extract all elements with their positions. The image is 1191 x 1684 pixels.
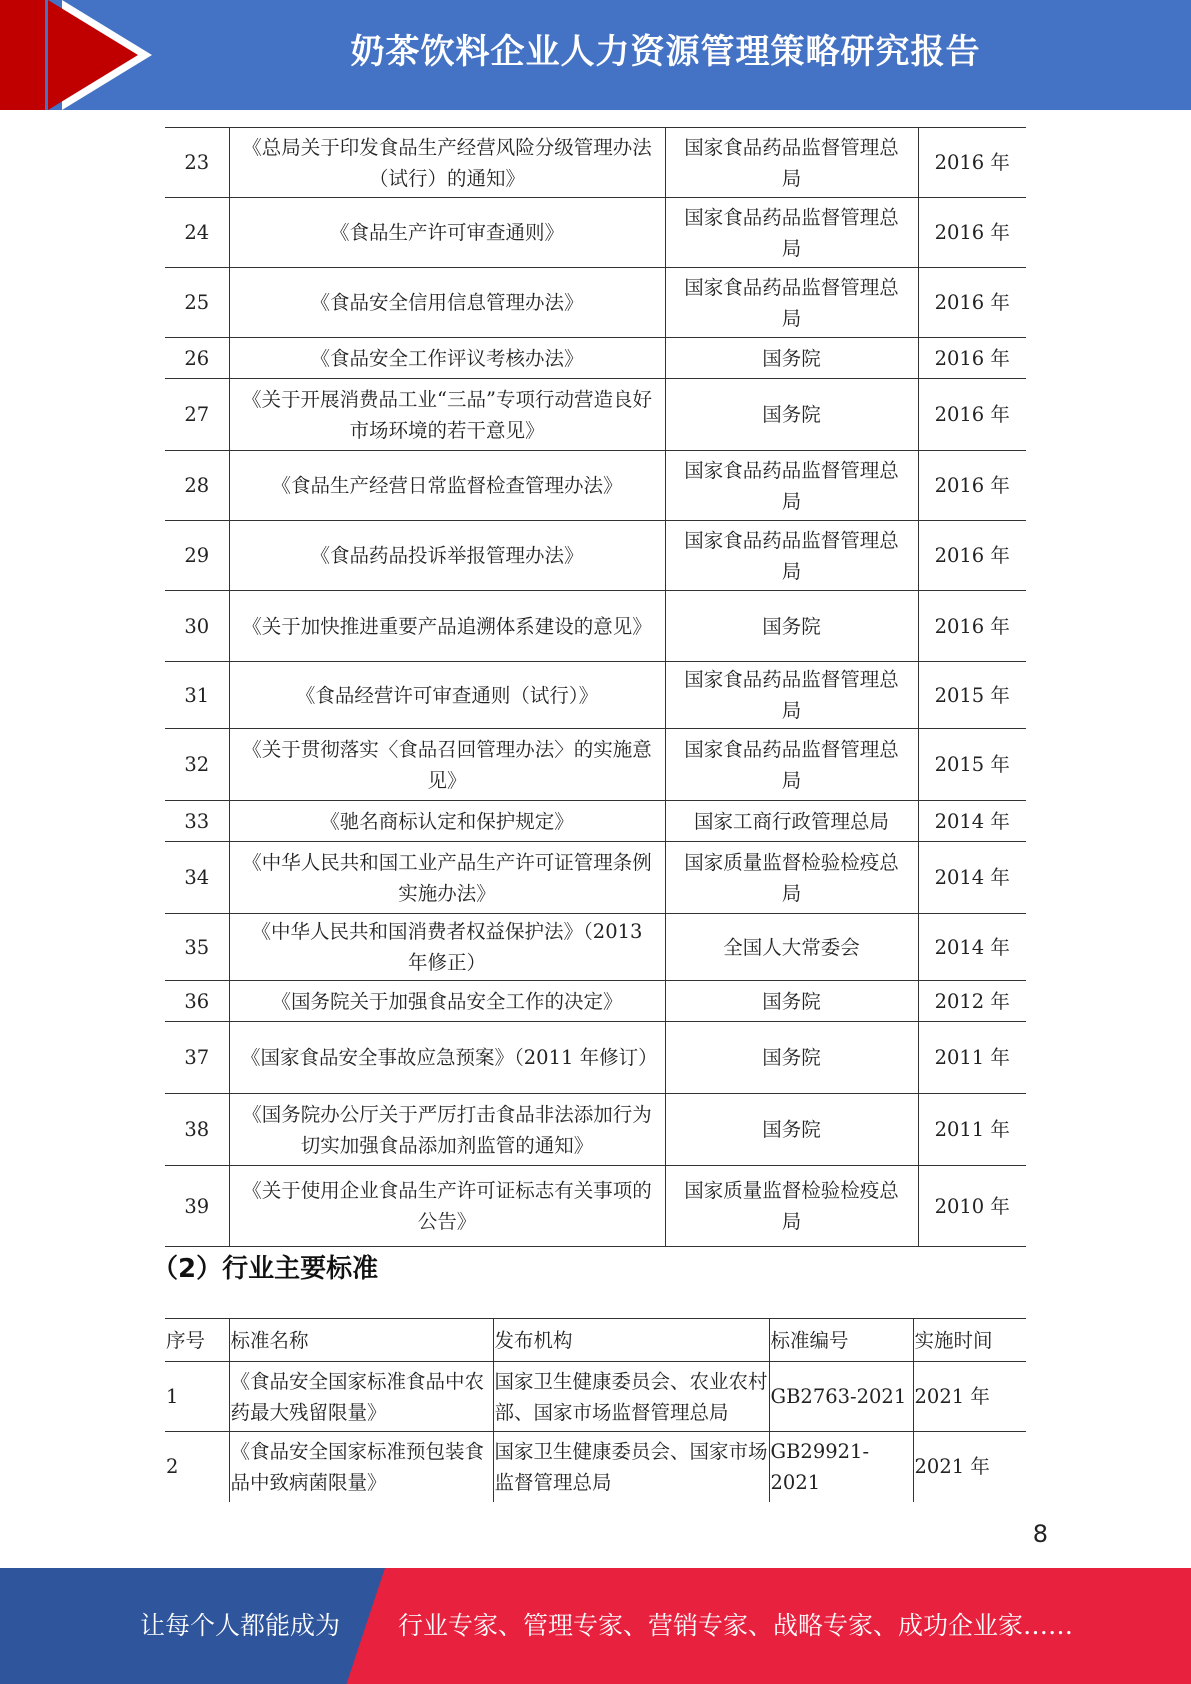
regulation-issuer: 国家食品药品监督管理总局 xyxy=(684,668,899,722)
regulation-issuer: 国家食品药品监督管理总局 xyxy=(684,275,899,330)
regulation-issuer-cell xyxy=(665,1022,918,1094)
regulation-no: 25 xyxy=(184,291,210,314)
regulation-no: 33 xyxy=(184,809,210,833)
regulations-table xyxy=(165,127,1026,1247)
regulation-issuer-cell xyxy=(665,662,918,729)
table-row xyxy=(165,1362,1026,1432)
std-name: 《食品安全国家标准预包装食品中致病菌限量》 xyxy=(229,1432,493,1502)
table-row xyxy=(165,379,1026,451)
regulation-name-cell xyxy=(229,128,665,198)
regulation-name: 《国务院办公厅关于严厉打击食品非法添加行为切实加强食品添加剂监管的通知》 xyxy=(242,1102,652,1157)
regulation-name-cell xyxy=(229,591,665,662)
std-code: GB29921-2021 xyxy=(769,1432,913,1502)
table-row xyxy=(165,338,1026,379)
regulation-year: 2011 年 xyxy=(934,1046,1010,1069)
regulation-no: 30 xyxy=(184,614,210,638)
regulation-name-cell xyxy=(229,981,665,1022)
regulation-name: 《关于加快推进重要产品追溯体系建设的意见》 xyxy=(242,614,652,638)
std-no: 2 xyxy=(165,1432,229,1502)
regulation-issuer: 国家食品药品监督管理总局 xyxy=(684,528,899,583)
table-row xyxy=(165,1022,1026,1094)
regulation-year: 2014 年 xyxy=(934,866,1010,889)
regulation-no: 38 xyxy=(184,1118,210,1141)
table-row xyxy=(165,662,1026,729)
regulation-name-cell xyxy=(229,521,665,591)
table-row xyxy=(165,268,1026,338)
regulation-name: 《国家食品安全事故应急预案》（2011 年修订） xyxy=(241,1046,658,1069)
std-no: 1 xyxy=(165,1362,229,1432)
regulation-name: 《国务院关于加强食品安全工作的决定》 xyxy=(271,989,623,1013)
regulation-name: 《关于贯彻落实〈食品召回管理办法〉的实施意见》 xyxy=(242,737,652,792)
table-row xyxy=(165,128,1026,198)
regulation-no-cell xyxy=(165,729,229,801)
regulation-no: 23 xyxy=(184,151,210,174)
regulation-name: 《驰名商标认定和保护规定》 xyxy=(320,809,574,833)
table-row xyxy=(165,451,1026,521)
regulation-no: 35 xyxy=(184,935,210,959)
regulation-issuer: 国家食品药品监督管理总局 xyxy=(684,135,899,190)
regulation-no-cell xyxy=(165,268,229,338)
col-header-no: 序号 xyxy=(165,1319,229,1362)
regulation-issuer-cell xyxy=(665,981,918,1022)
regulation-year: 2016 年 xyxy=(934,544,1010,567)
regulation-year-cell xyxy=(918,128,1026,198)
regulation-name: 《食品安全工作评议考核办法》 xyxy=(310,346,584,370)
regulation-year-cell xyxy=(918,801,1026,842)
regulation-year: 2016 年 xyxy=(934,614,1010,638)
table-row xyxy=(165,591,1026,662)
regulation-issuer-cell xyxy=(665,729,918,801)
table-row xyxy=(165,1094,1026,1166)
regulation-issuer-cell xyxy=(665,338,918,379)
col-header-name: 标准名称 xyxy=(229,1319,493,1362)
regulation-no-cell xyxy=(165,981,229,1022)
regulation-issuer: 国家食品药品监督管理总局 xyxy=(684,737,899,792)
table-row xyxy=(165,1166,1026,1247)
regulation-name: 《食品经营许可审查通则（试行）》 xyxy=(295,683,599,707)
regulation-no: 26 xyxy=(184,346,210,370)
regulation-issuer-cell xyxy=(665,451,918,521)
regulation-name-cell xyxy=(229,379,665,451)
std-code: GB2763-2021 xyxy=(769,1362,913,1432)
regulation-year-cell xyxy=(918,591,1026,662)
regulation-issuer-cell xyxy=(665,379,918,451)
regulation-year-cell xyxy=(918,379,1026,451)
std-date: 2021 年 xyxy=(913,1362,1026,1432)
regulation-no-cell xyxy=(165,379,229,451)
footer-slogan-left: 让每个人都能成为 xyxy=(140,1611,341,1640)
std-issuer: 国家卫生健康委员会、农业农村部、国家市场监督管理总局 xyxy=(493,1362,769,1432)
regulation-year: 2016 年 xyxy=(934,291,1010,314)
regulation-year-cell xyxy=(918,1094,1026,1166)
regulation-no-cell xyxy=(165,1166,229,1247)
regulation-no: 37 xyxy=(184,1046,210,1069)
page-number: 8 xyxy=(1032,1520,1048,1548)
regulation-name: 《中华人民共和国工业产品生产许可证管理条例实施办法》 xyxy=(242,850,652,905)
regulation-name-cell xyxy=(229,662,665,729)
regulation-issuer: 国务院 xyxy=(762,1118,821,1141)
regulation-no-cell xyxy=(165,801,229,842)
standards-header-row xyxy=(165,1319,1026,1362)
page-footer xyxy=(0,1568,1191,1684)
regulation-no-cell xyxy=(165,451,229,521)
regulation-name-cell xyxy=(229,914,665,981)
regulation-no-cell xyxy=(165,842,229,914)
regulation-year: 2011 年 xyxy=(934,1118,1010,1141)
table-row xyxy=(165,801,1026,842)
regulation-issuer-cell xyxy=(665,1094,918,1166)
regulation-year: 2014 年 xyxy=(934,935,1010,959)
page-header xyxy=(0,0,1191,110)
regulation-no-cell xyxy=(165,914,229,981)
regulation-year-cell xyxy=(918,729,1026,801)
regulation-year-cell xyxy=(918,1022,1026,1094)
regulation-no-cell xyxy=(165,1094,229,1166)
footer-slogan-right: 行业专家、管理专家、营销专家、战略专家、成功企业家…… xyxy=(398,1611,1074,1640)
regulation-name: 《中华人民共和国消费者权益保护法》（2013 年修正） xyxy=(251,920,643,974)
regulation-no-cell xyxy=(165,128,229,198)
std-name: 《食品安全国家标准食品中农药最大残留限量》 xyxy=(229,1362,493,1432)
regulation-name: 《关于使用企业食品生产许可证标志有关事项的公告》 xyxy=(242,1179,652,1233)
regulation-year: 2015 年 xyxy=(934,753,1010,776)
regulation-name-cell xyxy=(229,451,665,521)
regulation-year-cell xyxy=(918,914,1026,981)
regulation-issuer-cell xyxy=(665,128,918,198)
regulation-no-cell xyxy=(165,198,229,268)
regulation-issuer: 国务院 xyxy=(762,346,821,370)
regulation-issuer: 国家工商行政管理总局 xyxy=(693,809,889,833)
regulation-year-cell xyxy=(918,662,1026,729)
regulation-name: 《总局关于印发食品生产经营风险分级管理办法（试行）的通知》 xyxy=(242,135,652,190)
regulation-no: 36 xyxy=(184,989,210,1013)
regulation-issuer: 国务院 xyxy=(762,403,821,426)
regulation-name-cell xyxy=(229,729,665,801)
regulation-issuer: 国务院 xyxy=(762,989,821,1013)
std-issuer: 国家卫生健康委员会、国家市场监督管理总局 xyxy=(493,1432,769,1502)
regulation-name: 《食品生产经营日常监督检查管理办法》 xyxy=(271,474,623,497)
regulation-name-cell xyxy=(229,338,665,379)
regulation-no-cell xyxy=(165,591,229,662)
regulation-issuer: 国务院 xyxy=(762,1046,821,1069)
regulation-year: 2016 年 xyxy=(934,221,1010,244)
regulation-issuer: 国家质量监督检验检疫总局 xyxy=(684,850,899,905)
regulation-name-cell xyxy=(229,1166,665,1247)
regulation-year-cell xyxy=(918,1166,1026,1247)
regulation-issuer-cell xyxy=(665,591,918,662)
regulation-year-cell xyxy=(918,842,1026,914)
section-heading: （2）行业主要标准 xyxy=(152,1254,379,1284)
regulation-year-cell xyxy=(918,521,1026,591)
regulation-no: 34 xyxy=(184,866,210,889)
regulation-no: 39 xyxy=(184,1194,210,1218)
regulation-year: 2016 年 xyxy=(934,403,1010,426)
regulation-issuer: 国家食品药品监督管理总局 xyxy=(684,458,899,513)
regulation-name: 《关于开展消费品工业“三品”专项行动营造良好市场环境的若干意见》 xyxy=(242,387,652,442)
regulation-issuer-cell xyxy=(665,842,918,914)
std-date: 2021 年 xyxy=(913,1432,1026,1502)
regulation-no: 32 xyxy=(184,753,210,776)
table-row xyxy=(165,1432,1026,1502)
regulation-name-cell xyxy=(229,842,665,914)
table-row xyxy=(165,729,1026,801)
regulation-issuer: 国家质量监督检验检疫总局 xyxy=(684,1179,899,1233)
col-header-date: 实施时间 xyxy=(913,1319,1026,1362)
regulation-year-cell xyxy=(918,451,1026,521)
regulation-issuer: 国务院 xyxy=(762,614,821,638)
regulation-name-cell xyxy=(229,801,665,842)
regulation-no-cell xyxy=(165,521,229,591)
regulation-no-cell xyxy=(165,338,229,379)
regulation-year: 2014 年 xyxy=(934,809,1010,833)
regulation-year: 2016 年 xyxy=(934,151,1010,174)
regulation-no-cell xyxy=(165,662,229,729)
regulation-year: 2016 年 xyxy=(934,474,1010,497)
regulation-issuer-cell xyxy=(665,521,918,591)
col-header-code: 标准编号 xyxy=(769,1319,913,1362)
regulation-issuer-cell xyxy=(665,198,918,268)
regulation-no: 28 xyxy=(184,474,210,497)
regulation-year: 2012 年 xyxy=(934,989,1010,1013)
regulation-issuer-cell xyxy=(665,801,918,842)
table-row xyxy=(165,842,1026,914)
table-row xyxy=(165,521,1026,591)
regulation-no: 24 xyxy=(184,221,210,244)
standards-table xyxy=(165,1318,1026,1502)
regulation-issuer-cell xyxy=(665,268,918,338)
col-header-issuer: 发布机构 xyxy=(493,1319,769,1362)
regulation-no: 31 xyxy=(184,683,210,707)
regulation-name-cell xyxy=(229,1094,665,1166)
table-row xyxy=(165,914,1026,981)
regulation-year-cell xyxy=(918,268,1026,338)
regulation-no: 27 xyxy=(184,403,210,426)
regulation-year-cell xyxy=(918,981,1026,1022)
regulation-year: 2015 年 xyxy=(934,683,1010,707)
regulation-name-cell xyxy=(229,198,665,268)
regulation-year-cell xyxy=(918,198,1026,268)
regulation-year: 2010 年 xyxy=(934,1194,1010,1218)
regulation-name: 《食品药品投诉举报管理办法》 xyxy=(310,544,584,567)
regulation-issuer-cell xyxy=(665,1166,918,1247)
regulation-name: 《食品生产许可审查通则》 xyxy=(329,221,564,244)
regulation-year-cell xyxy=(918,338,1026,379)
regulation-name: 《食品安全信用信息管理办法》 xyxy=(310,291,584,314)
regulation-issuer: 国家食品药品监督管理总局 xyxy=(684,205,899,260)
table-row xyxy=(165,198,1026,268)
regulation-no-cell xyxy=(165,1022,229,1094)
regulation-name-cell xyxy=(229,268,665,338)
regulation-issuer-cell xyxy=(665,914,918,981)
header-title: 奶茶饮料企业人力资源管理策略研究报告 xyxy=(350,32,981,72)
regulation-year: 2016 年 xyxy=(934,346,1010,370)
regulation-issuer: 全国人大常委会 xyxy=(723,935,860,959)
regulation-no: 29 xyxy=(184,544,210,567)
table-row xyxy=(165,981,1026,1022)
regulation-name-cell xyxy=(229,1022,665,1094)
